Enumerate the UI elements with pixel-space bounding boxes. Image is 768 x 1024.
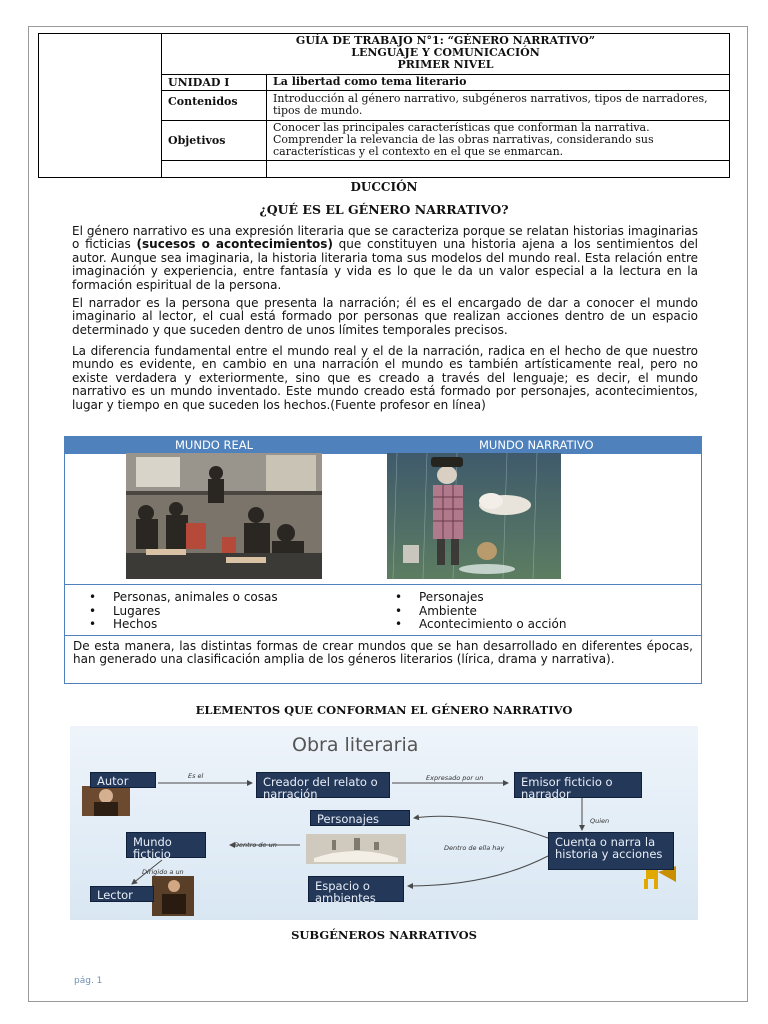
header-table (38, 33, 730, 178)
header-mundo-real: MUNDO REAL (175, 438, 254, 452)
creador-box: Creador del relato o narración (256, 772, 390, 798)
question-heading: ¿QUÉ ES EL GÉNERO NARRATIVO? (259, 202, 509, 217)
label-expresado: Expresado por un (426, 774, 484, 782)
mundo-real-list (75, 591, 375, 632)
paragraph-3: La diferencia fundamental entre el mundo real y el de la narración, radica en el hecho de que nuestro mundo es evidente, en cambio en una narración el mundo es también artísticamente real, pero no existe verdadera y exteriormente, sino que es creado a través del lenguaje; es decir, el mundo narrativo es un mundo inventado. Este mundo creado está formado por personajes, acontecimientos, lugar y tiempo en que suceden los hechos.(Fuente profesor en línea) (72, 344, 698, 412)
classroom-photo (126, 453, 322, 579)
title-line-1: GUÍA DE TRABAJO N°1: “GÉNERO NARRATIVO” (295, 34, 596, 47)
paragraph-2: El narrador es la persona que presenta la narración; él es el encargado de dar a conocer el mundo imaginario al lector, el cual está formado por personas que realizan acciones dentro de un espacio determinado y que suceden dentro de unos límites temporales precisos. (72, 296, 698, 337)
row-label-contenidos: Contenidos (162, 91, 267, 121)
list-item: • Hechos (75, 618, 375, 632)
espacio-box: Espacio o ambientes (308, 876, 404, 902)
empty-cell (267, 161, 730, 178)
title-line-2: LENGUAJE Y COMUNICACIÓN (351, 46, 540, 59)
elements-heading: ELEMENTOS QUE CONFORMAN EL GÉNERO NARRATIVO (195, 703, 573, 717)
header-mundo-narrativo: MUNDO NARRATIVO (479, 438, 594, 452)
list-item: • Personajes (381, 591, 681, 605)
cuenta-box: Cuenta o narra la historia y acciones (548, 832, 674, 870)
section-fragment: DUCCIÓN (350, 180, 418, 194)
label-es-el: Es el (188, 772, 204, 780)
paragraph-1 (72, 225, 698, 292)
row-value-objetivos: Conocer las principales características que conforman la narrativa. Comprender la relevancia de las obras narrativas, considerando sus características y el contexto en el que se enmarcan. (267, 121, 730, 161)
paragraph-1-text-b: que constituyen una historia ajena a los sentimientos del autor. Aunque sea imaginaria, la historia literaria toma sus modelos del mundo real. Esta relación entre imaginación y experiencia, entre fantasía y vida es lo que le da un valor especial a la lectura en la formación espiritual de la persona. (72, 237, 698, 292)
empty-cell (162, 161, 267, 178)
list-item: • Personas, animales o cosas (75, 591, 375, 605)
list-item: • Lugares (75, 605, 375, 619)
label-dentro-de-un: Dentro de un (234, 841, 277, 849)
paragraph-1-text-a: El género narrativo es una expresión literaria que se caracteriza porque se relatan historias imaginarias o ficticias (72, 224, 698, 252)
row-label-objetivos: Objetivos (162, 121, 267, 161)
mundo-narrativo-list (381, 591, 681, 632)
logo-cell (39, 34, 162, 178)
autor-box: Autor (90, 772, 156, 788)
title-line-3: PRIMER NIVEL (397, 58, 494, 71)
lector-box: Lector (90, 886, 154, 902)
comparison-table (64, 436, 702, 684)
row-value-contenidos: Introducción al género narrativo, subgéneros narrativos, tipos de narradores, tipos de mundo. (267, 91, 730, 121)
label-dirigido: Dirigido a un (142, 868, 184, 876)
diagram-title: Obra literaria (292, 734, 419, 756)
list-item: • Ambiente (381, 605, 681, 619)
row-divider (65, 584, 701, 585)
obra-literaria-diagram (70, 726, 698, 920)
row-value-unidad: La libertad como tema literario (267, 75, 730, 91)
comparison-header (65, 437, 701, 454)
list-item: • Acontecimiento o acción (381, 618, 681, 632)
paragraph-1-bold: (sucesos o acontecimientos) (136, 237, 333, 252)
label-quien: Quien (590, 817, 610, 825)
emisor-box: Emisor ficticio o narrador (514, 772, 642, 798)
fantasy-illustration (387, 453, 561, 579)
mundo-box: Mundo ficticio (126, 832, 206, 858)
subgeneros-heading: SUBGÉNEROS NARRATIVOS (291, 928, 477, 942)
row-divider (65, 635, 701, 636)
page-number: pág. 1 (74, 976, 103, 986)
row-label-unidad: UNIDAD I (162, 75, 267, 91)
personajes-box: Personajes (310, 810, 410, 826)
label-dentro-de-ella: Dentro de ella hay (444, 844, 505, 852)
comparison-footer: De esta manera, las distintas formas de crear mundos que se han desarrollado en diferentes épocas, han generado una clasificación amplia de los géneros literarios (lírica, drama y narrativa). (73, 639, 693, 667)
header-title (162, 34, 730, 75)
